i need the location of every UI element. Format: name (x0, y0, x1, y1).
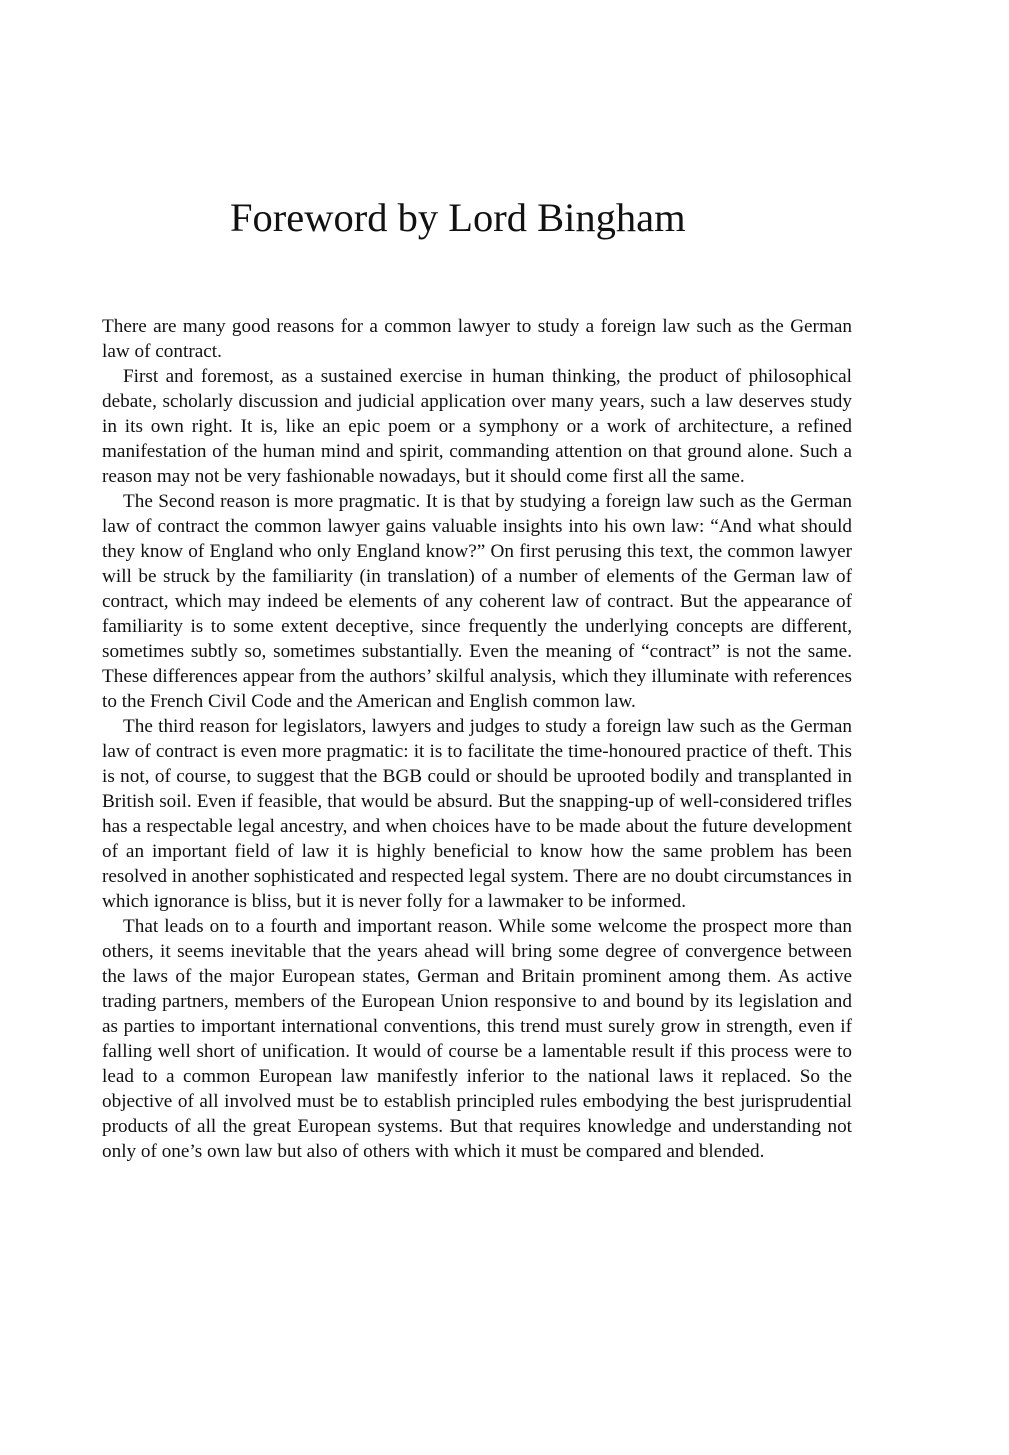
paragraph-1: There are many good reasons for a common lawyer to study a foreign law such as the German law of contract. (102, 316, 852, 362)
page-title: Foreword by Lord Bingham (230, 195, 686, 240)
paragraph-5: That leads on to a fourth and important reason. While some welcome the prospect more than others, it seems inevitable that the years ahead will bring some degree of convergence between the laws of the major European states, German and Britain prominent among them. As active trading partners, members of the European Union responsive to and bound by its legislation and as parties to important international conventions, this trend must surely grow in strength, even if falling well short of unification. It would of course be a lamentable result if this process were to lead to a common European law manifestly inferior to the national laws it replaced. So the objective of all involved must be to establish principled rules embodying the best jurisprudential products of all the great European systems. But that requires knowledge and understanding not only of one’s own law but also of others with which it must be compared and blended. (102, 916, 852, 1162)
paragraph-4: The third reason for legislators, lawyers and judges to study a foreign law such as the German law of contract is even more pragmatic: it is to facilitate the time-honoured practice of theft. This is not, of course, to suggest that the BGB could or should be uprooted bodily and transplanted in British soil. Even if feasible, that would be absurd. But the snapping-up of well-considered trifles has a respectable legal ancestry, and when choices have to be made about the future development of an important field of law it is highly beneficial to know how the same problem has been resolved in another sophisticated and respected legal system. There are no doubt circumstances in which ignorance is bliss, but it is never folly for a lawmaker to be informed. (102, 716, 852, 912)
paragraph-3: The Second reason is more pragmatic. It is that by studying a foreign law such as the German law of contract the common lawyer gains valuable insights into his own law: “And what should they know of England who only England know?” On first perusing this text, the common lawyer will be struck by the familiarity (in translation) of a number of elements of the German law of contract, which may indeed be elements of any coherent law of contract. But the appearance of familiarity is to some extent deceptive, since frequently the underlying concepts are different, sometimes subtly so, sometimes substantially. Even the meaning of “contract” is not the same. These differences appear from the authors’ skilful analysis, which they illuminate with references to the French Civil Code and the American and English common law. (102, 491, 852, 712)
paragraph-2: First and foremost, as a sustained exercise in human thinking, the product of philosophical debate, scholarly discussion and judicial application over many years, such a law deserves study in its own right. It is, like an epic poem or a symphony or a work of architecture, a refined manifestation of the human mind and spirit, commanding attention on that ground alone. Such a reason may not be very fashionable nowadays, but it should come first all the same. (102, 366, 852, 487)
foreword-body (102, 314, 852, 1164)
document-page (102, 0, 852, 1455)
